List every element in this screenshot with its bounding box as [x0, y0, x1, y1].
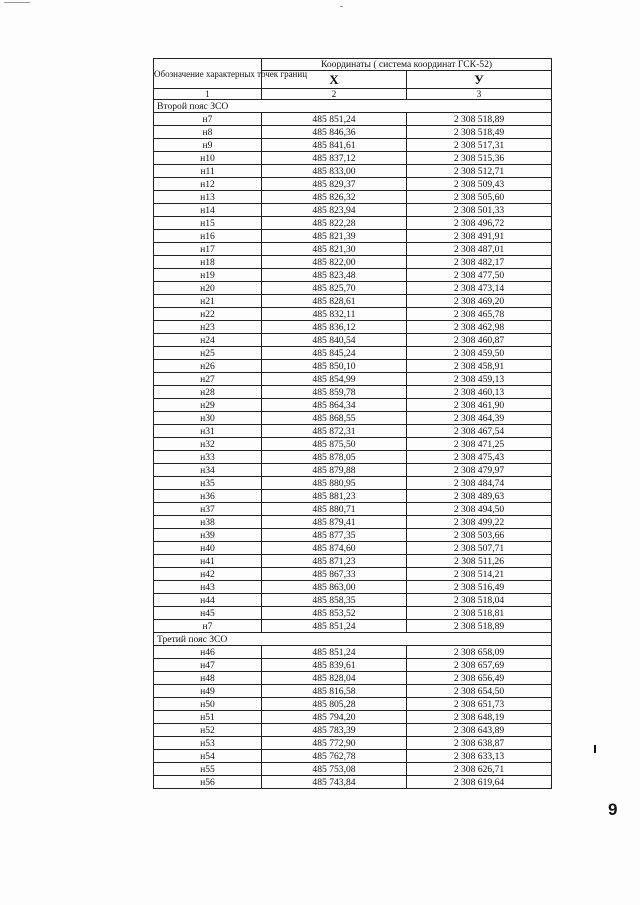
y-coordinate: 2 308 501,33 — [407, 204, 552, 217]
table-row — [154, 659, 552, 672]
point-id: н36 — [154, 490, 262, 503]
x-coordinate: 485 828,04 — [262, 672, 407, 685]
x-coordinate: 485 846,36 — [262, 126, 407, 139]
x-coordinate: 485 762,78 — [262, 750, 407, 763]
table-row — [154, 737, 552, 750]
table-row — [154, 776, 552, 789]
x-coordinate: 485 850,10 — [262, 360, 407, 373]
y-coordinate: 2 308 507,71 — [407, 542, 552, 555]
y-coordinate: 2 308 503,66 — [407, 529, 552, 542]
point-id: н27 — [154, 373, 262, 386]
table-row — [154, 529, 552, 542]
y-coordinate: 2 308 509,43 — [407, 178, 552, 191]
point-id: н49 — [154, 685, 262, 698]
header-point-designation: Обозначение характерных точек границ — [154, 59, 262, 89]
x-coordinate: 485 828,61 — [262, 295, 407, 308]
y-coordinate: 2 308 491,91 — [407, 230, 552, 243]
table-row — [154, 113, 552, 126]
header-col-number: 2 — [262, 89, 407, 100]
y-coordinate: 2 308 633,13 — [407, 750, 552, 763]
table-row — [154, 269, 552, 282]
table-row — [154, 412, 552, 425]
table-row — [154, 256, 552, 269]
x-coordinate: 485 821,30 — [262, 243, 407, 256]
x-coordinate: 485 874,60 — [262, 542, 407, 555]
table-row — [154, 568, 552, 581]
table-row — [154, 399, 552, 412]
point-id: н34 — [154, 464, 262, 477]
point-id: н14 — [154, 204, 262, 217]
point-id: н52 — [154, 724, 262, 737]
y-coordinate: 2 308 517,31 — [407, 139, 552, 152]
y-coordinate: 2 308 512,71 — [407, 165, 552, 178]
y-coordinate: 2 308 460,13 — [407, 386, 552, 399]
point-id: н54 — [154, 750, 262, 763]
point-id: н41 — [154, 555, 262, 568]
point-id: н12 — [154, 178, 262, 191]
table-row — [154, 490, 552, 503]
x-coordinate: 485 837,12 — [262, 152, 407, 165]
point-id: н11 — [154, 165, 262, 178]
table-row — [154, 711, 552, 724]
table-row — [154, 217, 552, 230]
y-coordinate: 2 308 643,89 — [407, 724, 552, 737]
x-coordinate: 485 863,00 — [262, 581, 407, 594]
header-col-number: 3 — [407, 89, 552, 100]
point-id: н25 — [154, 347, 262, 360]
page-number: 9 — [608, 800, 618, 819]
point-id: н15 — [154, 217, 262, 230]
coordinates-table — [153, 58, 552, 789]
table-row — [154, 581, 552, 594]
table-row — [154, 334, 552, 347]
y-coordinate: 2 308 496,72 — [407, 217, 552, 230]
x-coordinate: 485 872,31 — [262, 425, 407, 438]
y-coordinate: 2 308 471,25 — [407, 438, 552, 451]
x-coordinate: 485 783,39 — [262, 724, 407, 737]
y-coordinate: 2 308 651,73 — [407, 698, 552, 711]
header-col-number: 1 — [154, 89, 262, 100]
y-coordinate: 2 308 473,14 — [407, 282, 552, 295]
y-coordinate: 2 308 462,98 — [407, 321, 552, 334]
y-coordinate: 2 308 638,87 — [407, 737, 552, 750]
x-coordinate: 485 794,20 — [262, 711, 407, 724]
x-coordinate: 485 851,24 — [262, 620, 407, 633]
scan-artifact — [340, 6, 343, 7]
x-coordinate: 485 871,23 — [262, 555, 407, 568]
x-coordinate: 485 877,35 — [262, 529, 407, 542]
table-row — [154, 139, 552, 152]
y-coordinate: 2 308 484,74 — [407, 477, 552, 490]
point-id: н23 — [154, 321, 262, 334]
x-coordinate: 485 879,41 — [262, 516, 407, 529]
point-id: н42 — [154, 568, 262, 581]
x-coordinate: 485 878,05 — [262, 451, 407, 464]
table-row — [154, 243, 552, 256]
y-coordinate: 2 308 516,49 — [407, 581, 552, 594]
point-id: н20 — [154, 282, 262, 295]
table-row — [154, 204, 552, 217]
point-id: н32 — [154, 438, 262, 451]
point-id: н30 — [154, 412, 262, 425]
y-coordinate: 2 308 482,17 — [407, 256, 552, 269]
table-row — [154, 295, 552, 308]
y-coordinate: 2 308 518,89 — [407, 620, 552, 633]
header-coordinates-title: Координаты ( система координат ГСК-52) — [262, 59, 552, 71]
x-coordinate: 485 854,99 — [262, 373, 407, 386]
table-row — [154, 763, 552, 776]
table-row — [154, 503, 552, 516]
x-coordinate: 485 859,78 — [262, 386, 407, 399]
point-id: н31 — [154, 425, 262, 438]
y-coordinate: 2 308 459,13 — [407, 373, 552, 386]
scan-artifact — [4, 2, 30, 3]
point-id: н26 — [154, 360, 262, 373]
table-row — [154, 191, 552, 204]
table-row — [154, 516, 552, 529]
table-row — [154, 464, 552, 477]
section-row — [154, 633, 552, 646]
x-coordinate: 485 879,88 — [262, 464, 407, 477]
x-coordinate: 485 823,94 — [262, 204, 407, 217]
y-coordinate: 2 308 465,78 — [407, 308, 552, 321]
y-coordinate: 2 308 518,49 — [407, 126, 552, 139]
table-row — [154, 230, 552, 243]
y-coordinate: 2 308 657,69 — [407, 659, 552, 672]
table-row — [154, 152, 552, 165]
point-id: н7 — [154, 620, 262, 633]
point-id: н9 — [154, 139, 262, 152]
table-row — [154, 555, 552, 568]
y-coordinate: 2 308 518,04 — [407, 594, 552, 607]
x-coordinate: 485 840,54 — [262, 334, 407, 347]
point-id: н45 — [154, 607, 262, 620]
y-coordinate: 2 308 469,20 — [407, 295, 552, 308]
table-row — [154, 750, 552, 763]
point-id: н44 — [154, 594, 262, 607]
table-row — [154, 386, 552, 399]
point-id: н22 — [154, 308, 262, 321]
x-coordinate: 485 867,33 — [262, 568, 407, 581]
x-coordinate: 485 832,11 — [262, 308, 407, 321]
y-coordinate: 2 308 487,01 — [407, 243, 552, 256]
x-coordinate: 485 851,24 — [262, 646, 407, 659]
y-coordinate: 2 308 460,87 — [407, 334, 552, 347]
table-row — [154, 620, 552, 633]
y-coordinate: 2 308 479,97 — [407, 464, 552, 477]
header-y: У — [407, 71, 552, 89]
point-id: н7 — [154, 113, 262, 126]
point-id: н29 — [154, 399, 262, 412]
x-coordinate: 485 805,28 — [262, 698, 407, 711]
y-coordinate: 2 308 459,50 — [407, 347, 552, 360]
x-coordinate: 485 823,48 — [262, 269, 407, 282]
y-coordinate: 2 308 505,60 — [407, 191, 552, 204]
y-coordinate: 2 308 515,36 — [407, 152, 552, 165]
x-coordinate: 485 836,12 — [262, 321, 407, 334]
point-id: н37 — [154, 503, 262, 516]
table-row — [154, 672, 552, 685]
point-id: н10 — [154, 152, 262, 165]
table-row — [154, 724, 552, 737]
point-id: н24 — [154, 334, 262, 347]
table-row — [154, 594, 552, 607]
y-coordinate: 2 308 514,21 — [407, 568, 552, 581]
y-coordinate: 2 308 464,39 — [407, 412, 552, 425]
point-id: н21 — [154, 295, 262, 308]
y-coordinate: 2 308 511,26 — [407, 555, 552, 568]
x-coordinate: 485 881,23 — [262, 490, 407, 503]
x-coordinate: 485 875,50 — [262, 438, 407, 451]
header-row-numbers — [154, 89, 552, 100]
x-coordinate: 485 753,08 — [262, 763, 407, 776]
x-coordinate: 485 829,37 — [262, 178, 407, 191]
y-coordinate: 2 308 489,63 — [407, 490, 552, 503]
point-id: н13 — [154, 191, 262, 204]
table-row — [154, 477, 552, 490]
section-title: Второй пояс ЗСО — [154, 100, 552, 113]
table-row — [154, 607, 552, 620]
x-coordinate: 485 821,39 — [262, 230, 407, 243]
header-x: X — [262, 71, 407, 89]
y-coordinate: 2 308 477,50 — [407, 269, 552, 282]
point-id: н46 — [154, 646, 262, 659]
point-id: н55 — [154, 763, 262, 776]
table-row — [154, 308, 552, 321]
table-row — [154, 685, 552, 698]
table-row — [154, 347, 552, 360]
x-coordinate: 485 868,55 — [262, 412, 407, 425]
table-row — [154, 698, 552, 711]
table-row — [154, 373, 552, 386]
table-row — [154, 425, 552, 438]
table-row — [154, 178, 552, 191]
x-coordinate: 485 822,28 — [262, 217, 407, 230]
y-coordinate: 2 308 518,89 — [407, 113, 552, 126]
table-row — [154, 646, 552, 659]
x-coordinate: 485 851,24 — [262, 113, 407, 126]
table-row — [154, 542, 552, 555]
point-id: н28 — [154, 386, 262, 399]
x-coordinate: 485 743,84 — [262, 776, 407, 789]
y-coordinate: 2 308 461,90 — [407, 399, 552, 412]
x-coordinate: 485 822,00 — [262, 256, 407, 269]
point-id: н38 — [154, 516, 262, 529]
margin-mark — [594, 745, 596, 753]
y-coordinate: 2 308 619,64 — [407, 776, 552, 789]
header-row-top — [154, 59, 552, 71]
y-coordinate: 2 308 494,50 — [407, 503, 552, 516]
point-id: н48 — [154, 672, 262, 685]
x-coordinate: 485 858,35 — [262, 594, 407, 607]
y-coordinate: 2 308 658,09 — [407, 646, 552, 659]
x-coordinate: 485 772,90 — [262, 737, 407, 750]
point-id: н33 — [154, 451, 262, 464]
x-coordinate: 485 880,71 — [262, 503, 407, 516]
point-id: н16 — [154, 230, 262, 243]
x-coordinate: 485 864,34 — [262, 399, 407, 412]
point-id: н8 — [154, 126, 262, 139]
x-coordinate: 485 816,58 — [262, 685, 407, 698]
y-coordinate: 2 308 518,81 — [407, 607, 552, 620]
point-id: н56 — [154, 776, 262, 789]
point-id: н18 — [154, 256, 262, 269]
y-coordinate: 2 308 654,50 — [407, 685, 552, 698]
point-id: н35 — [154, 477, 262, 490]
point-id: н43 — [154, 581, 262, 594]
table-row — [154, 438, 552, 451]
section-row — [154, 100, 552, 113]
y-coordinate: 2 308 467,54 — [407, 425, 552, 438]
y-coordinate: 2 308 475,43 — [407, 451, 552, 464]
x-coordinate: 485 826,32 — [262, 191, 407, 204]
table-row — [154, 360, 552, 373]
point-id: н39 — [154, 529, 262, 542]
x-coordinate: 485 841,61 — [262, 139, 407, 152]
table-row — [154, 282, 552, 295]
point-id: н47 — [154, 659, 262, 672]
table-body — [154, 100, 552, 789]
y-coordinate: 2 308 458,91 — [407, 360, 552, 373]
table-row — [154, 126, 552, 139]
y-coordinate: 2 308 499,22 — [407, 516, 552, 529]
x-coordinate: 485 839,61 — [262, 659, 407, 672]
y-coordinate: 2 308 656,49 — [407, 672, 552, 685]
point-id: н53 — [154, 737, 262, 750]
point-id: н19 — [154, 269, 262, 282]
table-row — [154, 451, 552, 464]
section-title: Третий пояс ЗСО — [154, 633, 552, 646]
y-coordinate: 2 308 626,71 — [407, 763, 552, 776]
table-row — [154, 165, 552, 178]
x-coordinate: 485 880,95 — [262, 477, 407, 490]
point-id: н51 — [154, 711, 262, 724]
x-coordinate: 485 853,52 — [262, 607, 407, 620]
x-coordinate: 485 825,70 — [262, 282, 407, 295]
table-row — [154, 321, 552, 334]
y-coordinate: 2 308 648,19 — [407, 711, 552, 724]
x-coordinate: 485 833,00 — [262, 165, 407, 178]
point-id: н50 — [154, 698, 262, 711]
point-id: н40 — [154, 542, 262, 555]
x-coordinate: 485 845,24 — [262, 347, 407, 360]
point-id: н17 — [154, 243, 262, 256]
